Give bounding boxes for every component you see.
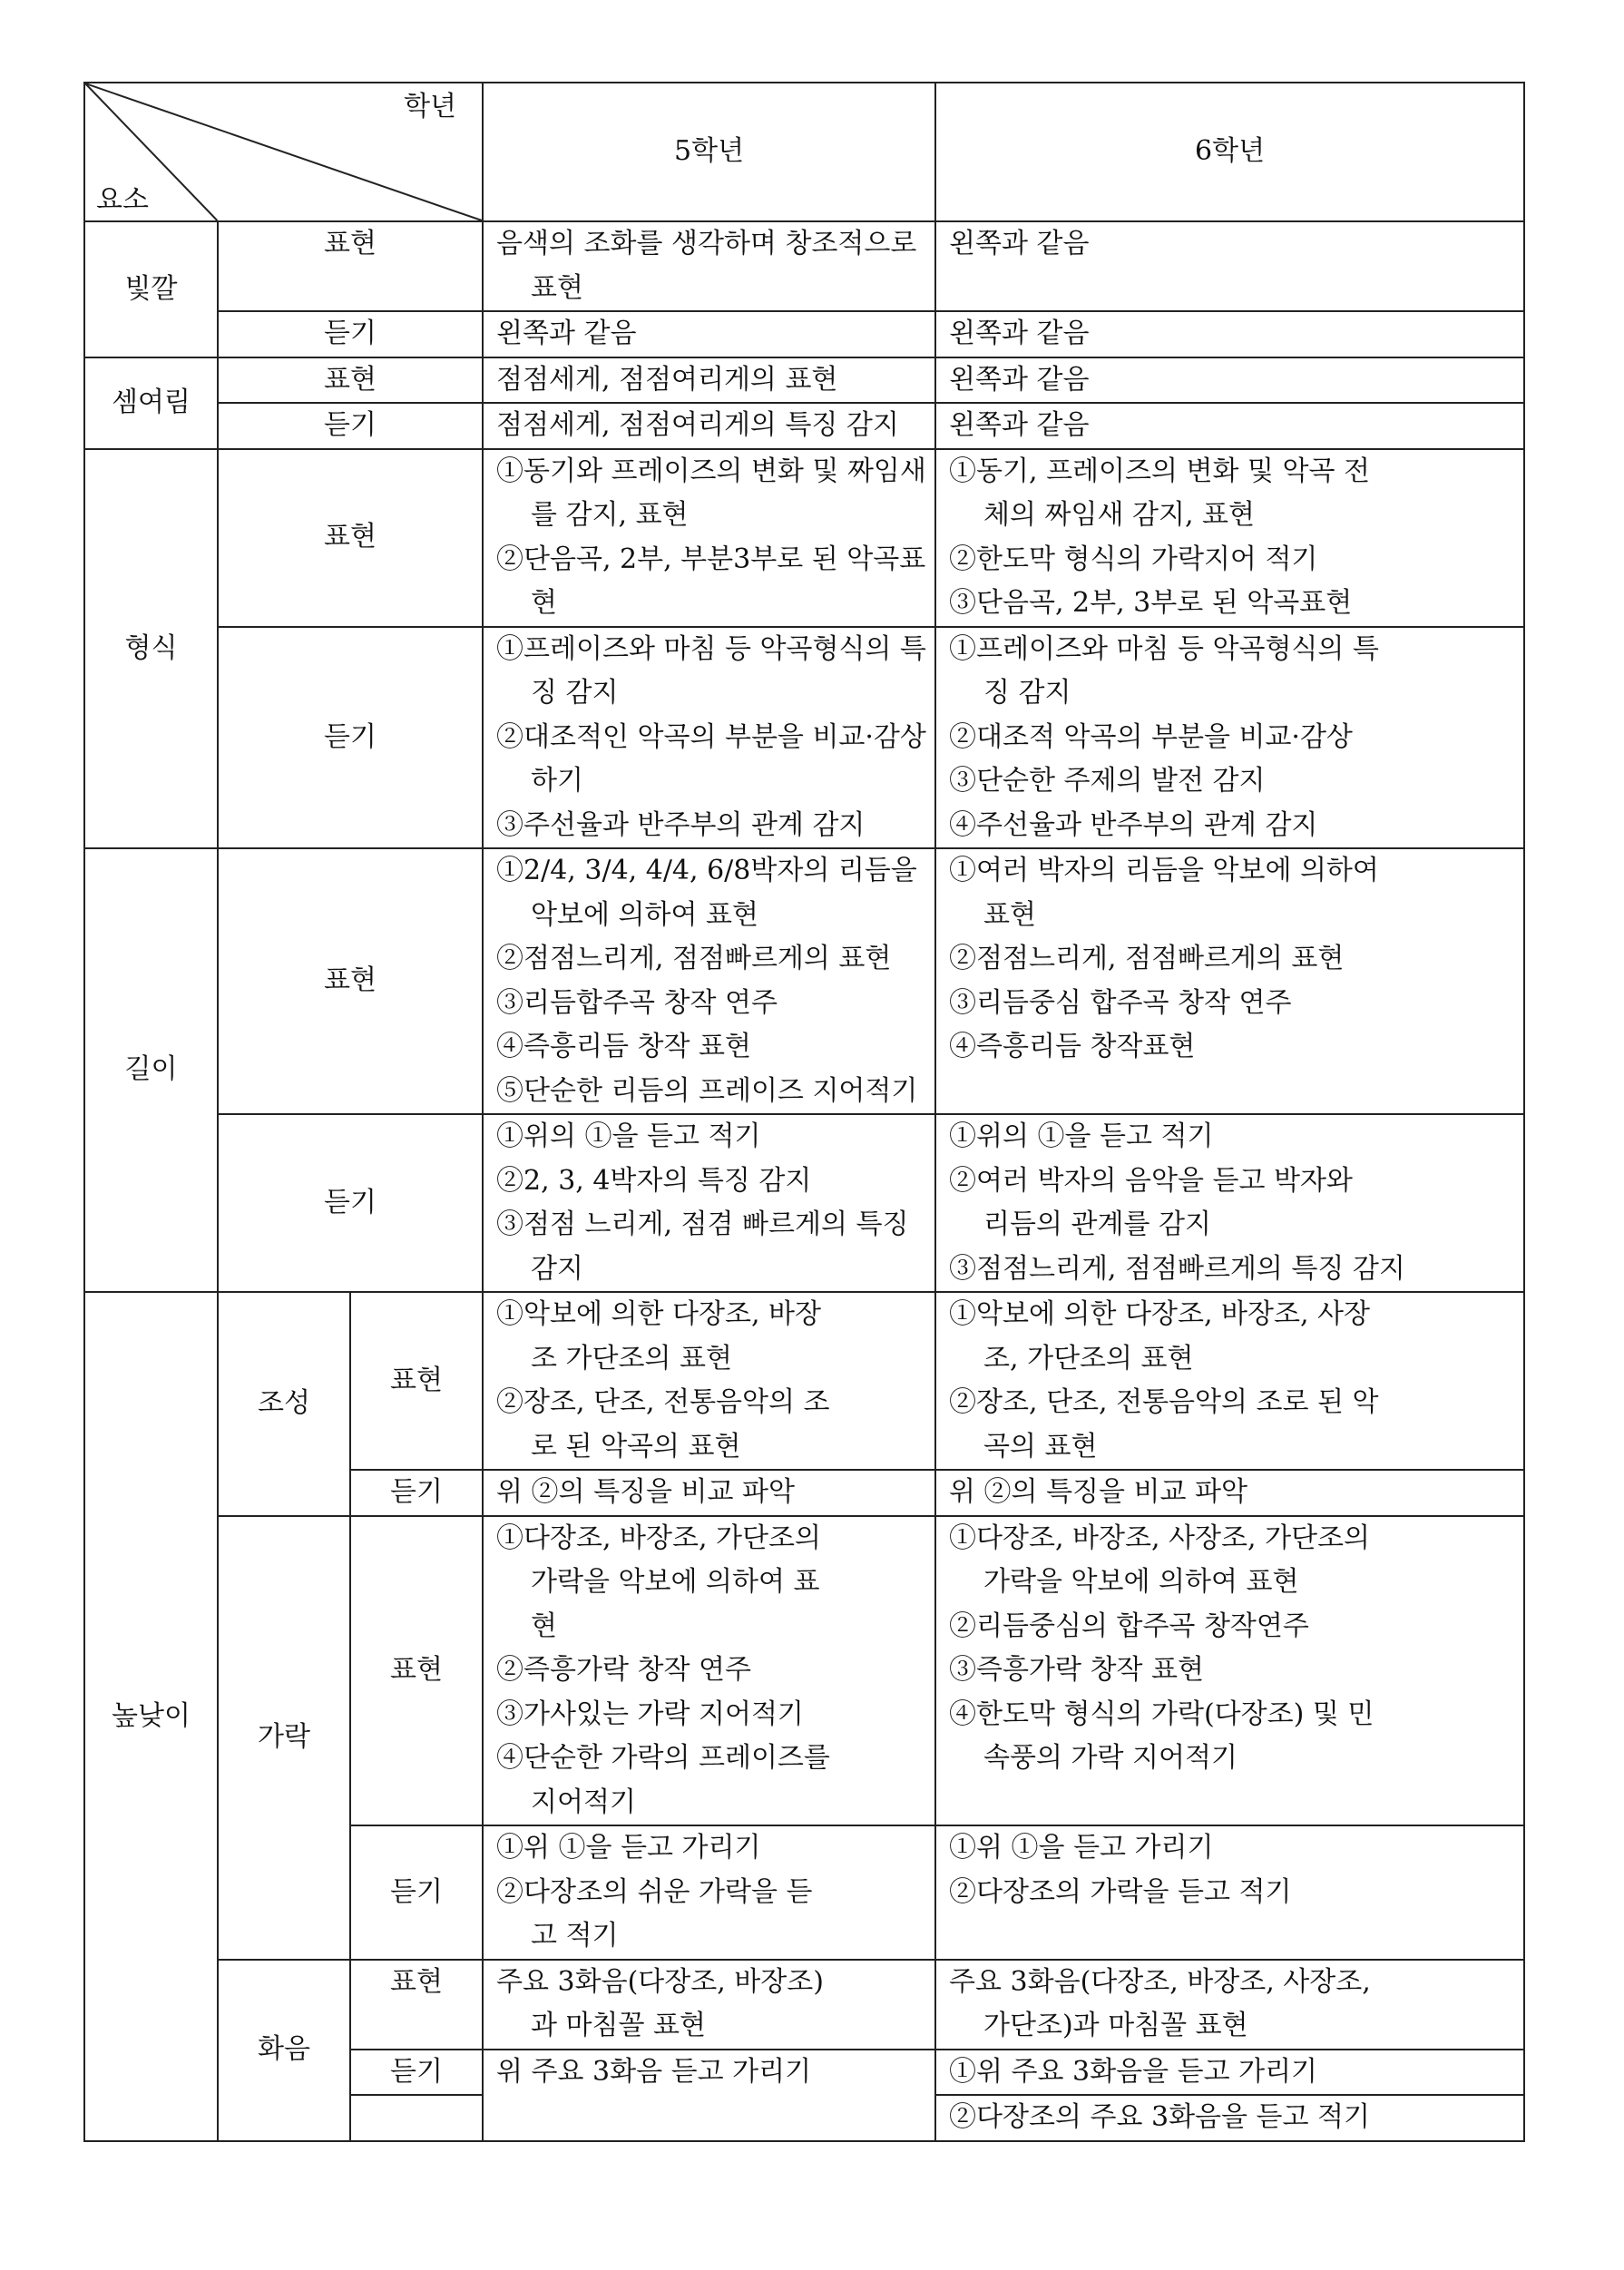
header-grade6: 6학년	[935, 83, 1524, 221]
label-listening: 듣기	[218, 1114, 483, 1292]
element-melody: 가락	[218, 1516, 350, 1960]
dynamics-listening-row	[84, 403, 1524, 449]
label-expression: 표현	[218, 357, 483, 404]
dynamics-listening-grade5: 점점세게, 점점여리게의 특징 감지	[483, 403, 935, 449]
dynamics-listening-grade6: 왼쪽과 같음	[935, 403, 1524, 449]
header-grade5: 5학년	[483, 83, 935, 221]
dynamics-expression-grade5: 점점세게, 점점여리게의 표현	[483, 357, 935, 404]
tonality-listening-grade6: 위 ②의 특징을 비교 파악	[935, 1470, 1524, 1516]
rhythm-listening-row	[84, 1114, 1524, 1292]
harmony-expression-grade5: 주요 3화음(다장조, 바장조) 과 마침꼴 표현	[483, 1960, 935, 2050]
rhythm-expression-grade5: ①2/4, 3/4, 4/4, 6/8박자의 리듬을 악보에 의하여 표현 ②점점느리게, 점점빠르게의 표현 ③리듬합주곡 창작 연주 ④즉흥리듬 창작 표현 ⑤단순한 리듬의 프레이즈 지어적기	[483, 848, 935, 1114]
element-dynamics: 셈여림	[84, 357, 218, 449]
label-expression: 표현	[350, 1292, 483, 1470]
label-listening: 듣기	[218, 311, 483, 357]
element-timbre: 빛깔	[84, 221, 218, 357]
dynamics-expression-row	[84, 357, 1524, 404]
form-expression-grade5: ①동기와 프레이즈의 변화 및 짜임새 를 감지, 표현 ②단음곡, 2부, 부분3부로 된 악곡표 현	[483, 449, 935, 627]
label-listening: 듣기	[350, 1825, 483, 1960]
label-expression: 표현	[218, 449, 483, 627]
form-listening-row	[84, 627, 1524, 849]
header-corner-cell	[84, 83, 483, 221]
tonality-expression-row	[84, 1292, 1524, 1470]
rhythm-listening-grade5: ①위의 ①을 듣고 적기 ②2, 3, 4박자의 특징 감지 ③점점 느리게, 점겸 빠르게의 특징 감지	[483, 1114, 935, 1292]
label-expression: 표현	[350, 1960, 483, 2050]
timbre-expression-grade6: 왼쪽과 같음	[935, 221, 1524, 311]
tonality-expression-grade6: ①악보에 의한 다장조, 바장조, 사장 조, 가단조의 표현 ②장조, 단조, 전통음악의 조로 된 악 곡의 표현	[935, 1292, 1524, 1470]
melody-expression-grade6: ①다장조, 바장조, 사장조, 가단조의 가락을 악보에 의하여 표현 ②리듬중심의 합주곡 창작연주 ③즉흥가락 창작 표현 ④한도막 형식의 가락(다장조) 및 민 속풍의 가락 지어적기	[935, 1516, 1524, 1826]
dynamics-expression-grade6: 왼쪽과 같음	[935, 357, 1524, 404]
timbre-listening-grade6: 왼쪽과 같음	[935, 311, 1524, 357]
timbre-listening-grade5: 왼쪽과 같음	[483, 311, 935, 357]
rhythm-listening-grade6: ①위의 ①을 듣고 적기 ②여러 박자의 음악을 듣고 박자와 리듬의 관계를 감지 ③점점느리게, 점점빠르게의 특징 감지	[935, 1114, 1524, 1292]
melody-expression-row	[84, 1516, 1524, 1826]
curriculum-table	[83, 82, 1525, 2142]
element-rhythm: 길이	[84, 848, 218, 1292]
rhythm-expression-row	[84, 848, 1524, 1114]
header-grade-label: 학년	[404, 91, 457, 122]
harmony-listening-grade5: 위 주요 3화음 듣고 가리기	[483, 2050, 935, 2141]
timbre-expression-row	[84, 221, 1524, 311]
label-listening: 듣기	[218, 403, 483, 449]
melody-listening-grade5: ①위 ①을 듣고 가리기 ②다장조의 쉬운 가락을 듣 고 적기	[483, 1825, 935, 1960]
label-listening: 듣기	[218, 627, 483, 849]
label-expression: 표현	[218, 221, 483, 311]
label-expression: 표현	[350, 1516, 483, 1826]
header-element-label: 요소	[96, 184, 149, 216]
label-listening: 듣기	[350, 2050, 483, 2096]
header-row	[84, 83, 1524, 221]
melody-expression-grade5: ①다장조, 바장조, 가단조의 가락을 악보에 의하여 표 현 ②즉흥가락 창작 연주 ③가사있는 가락 지어적기 ④단순한 가락의 프레이즈를 지어적기	[483, 1516, 935, 1826]
form-expression-grade6: ①동기, 프레이즈의 변화 및 악곡 전 체의 짜임새 감지, 표현 ②한도막 형식의 가락지어 적기 ③단음곡, 2부, 3부로 된 악곡표현	[935, 449, 1524, 627]
form-listening-grade6: ①프레이즈와 마침 등 악곡형식의 특 징 감지 ②대조적 악곡의 부분을 비교·감상 ③단순한 주제의 발전 감지 ④주선율과 반주부의 관계 감지	[935, 627, 1524, 849]
tonality-listening-grade5: 위 ②의 특징을 비교 파악	[483, 1470, 935, 1516]
harmony-label-blank	[350, 2095, 483, 2141]
timbre-expression-grade5: 음색의 조화를 생각하며 창조적으로 표현	[483, 221, 935, 311]
harmony-expression-row	[84, 1960, 1524, 2050]
melody-listening-grade6: ①위 ①을 듣고 가리기 ②다장조의 가락을 듣고 적기	[935, 1825, 1524, 1960]
label-listening: 듣기	[350, 1470, 483, 1516]
harmony-expression-grade6: 주요 3화음(다장조, 바장조, 사장조, 가단조)과 마침꼴 표현	[935, 1960, 1524, 2050]
harmony-listening-grade6-line2: ②다장조의 주요 3화음을 듣고 적기	[935, 2095, 1524, 2141]
timbre-listening-row	[84, 311, 1524, 357]
element-form: 형식	[84, 449, 218, 849]
form-expression-row	[84, 449, 1524, 627]
tonality-expression-grade5: ①악보에 의한 다장조, 바장 조 가단조의 표현 ②장조, 단조, 전통음악의 조 로 된 악곡의 표현	[483, 1292, 935, 1470]
harmony-listening-grade6-line1: ①위 주요 3화음을 듣고 가리기	[935, 2050, 1524, 2096]
element-tonality: 조성	[218, 1292, 350, 1516]
form-listening-grade5: ①프레이즈와 마침 등 악곡형식의 특 징 감지 ②대조적인 악곡의 부분을 비교·감상 하기 ③주선율과 반주부의 관계 감지	[483, 627, 935, 849]
rhythm-expression-grade6: ①여러 박자의 리듬을 악보에 의하여 표현 ②점점느리게, 점점빠르게의 표현 ③리듬중심 합주곡 창작 연주 ④즉흥리듬 창작표현	[935, 848, 1524, 1114]
element-pitch: 높낮이	[84, 1292, 218, 2141]
label-expression: 표현	[218, 848, 483, 1114]
element-harmony: 화음	[218, 1960, 350, 2141]
